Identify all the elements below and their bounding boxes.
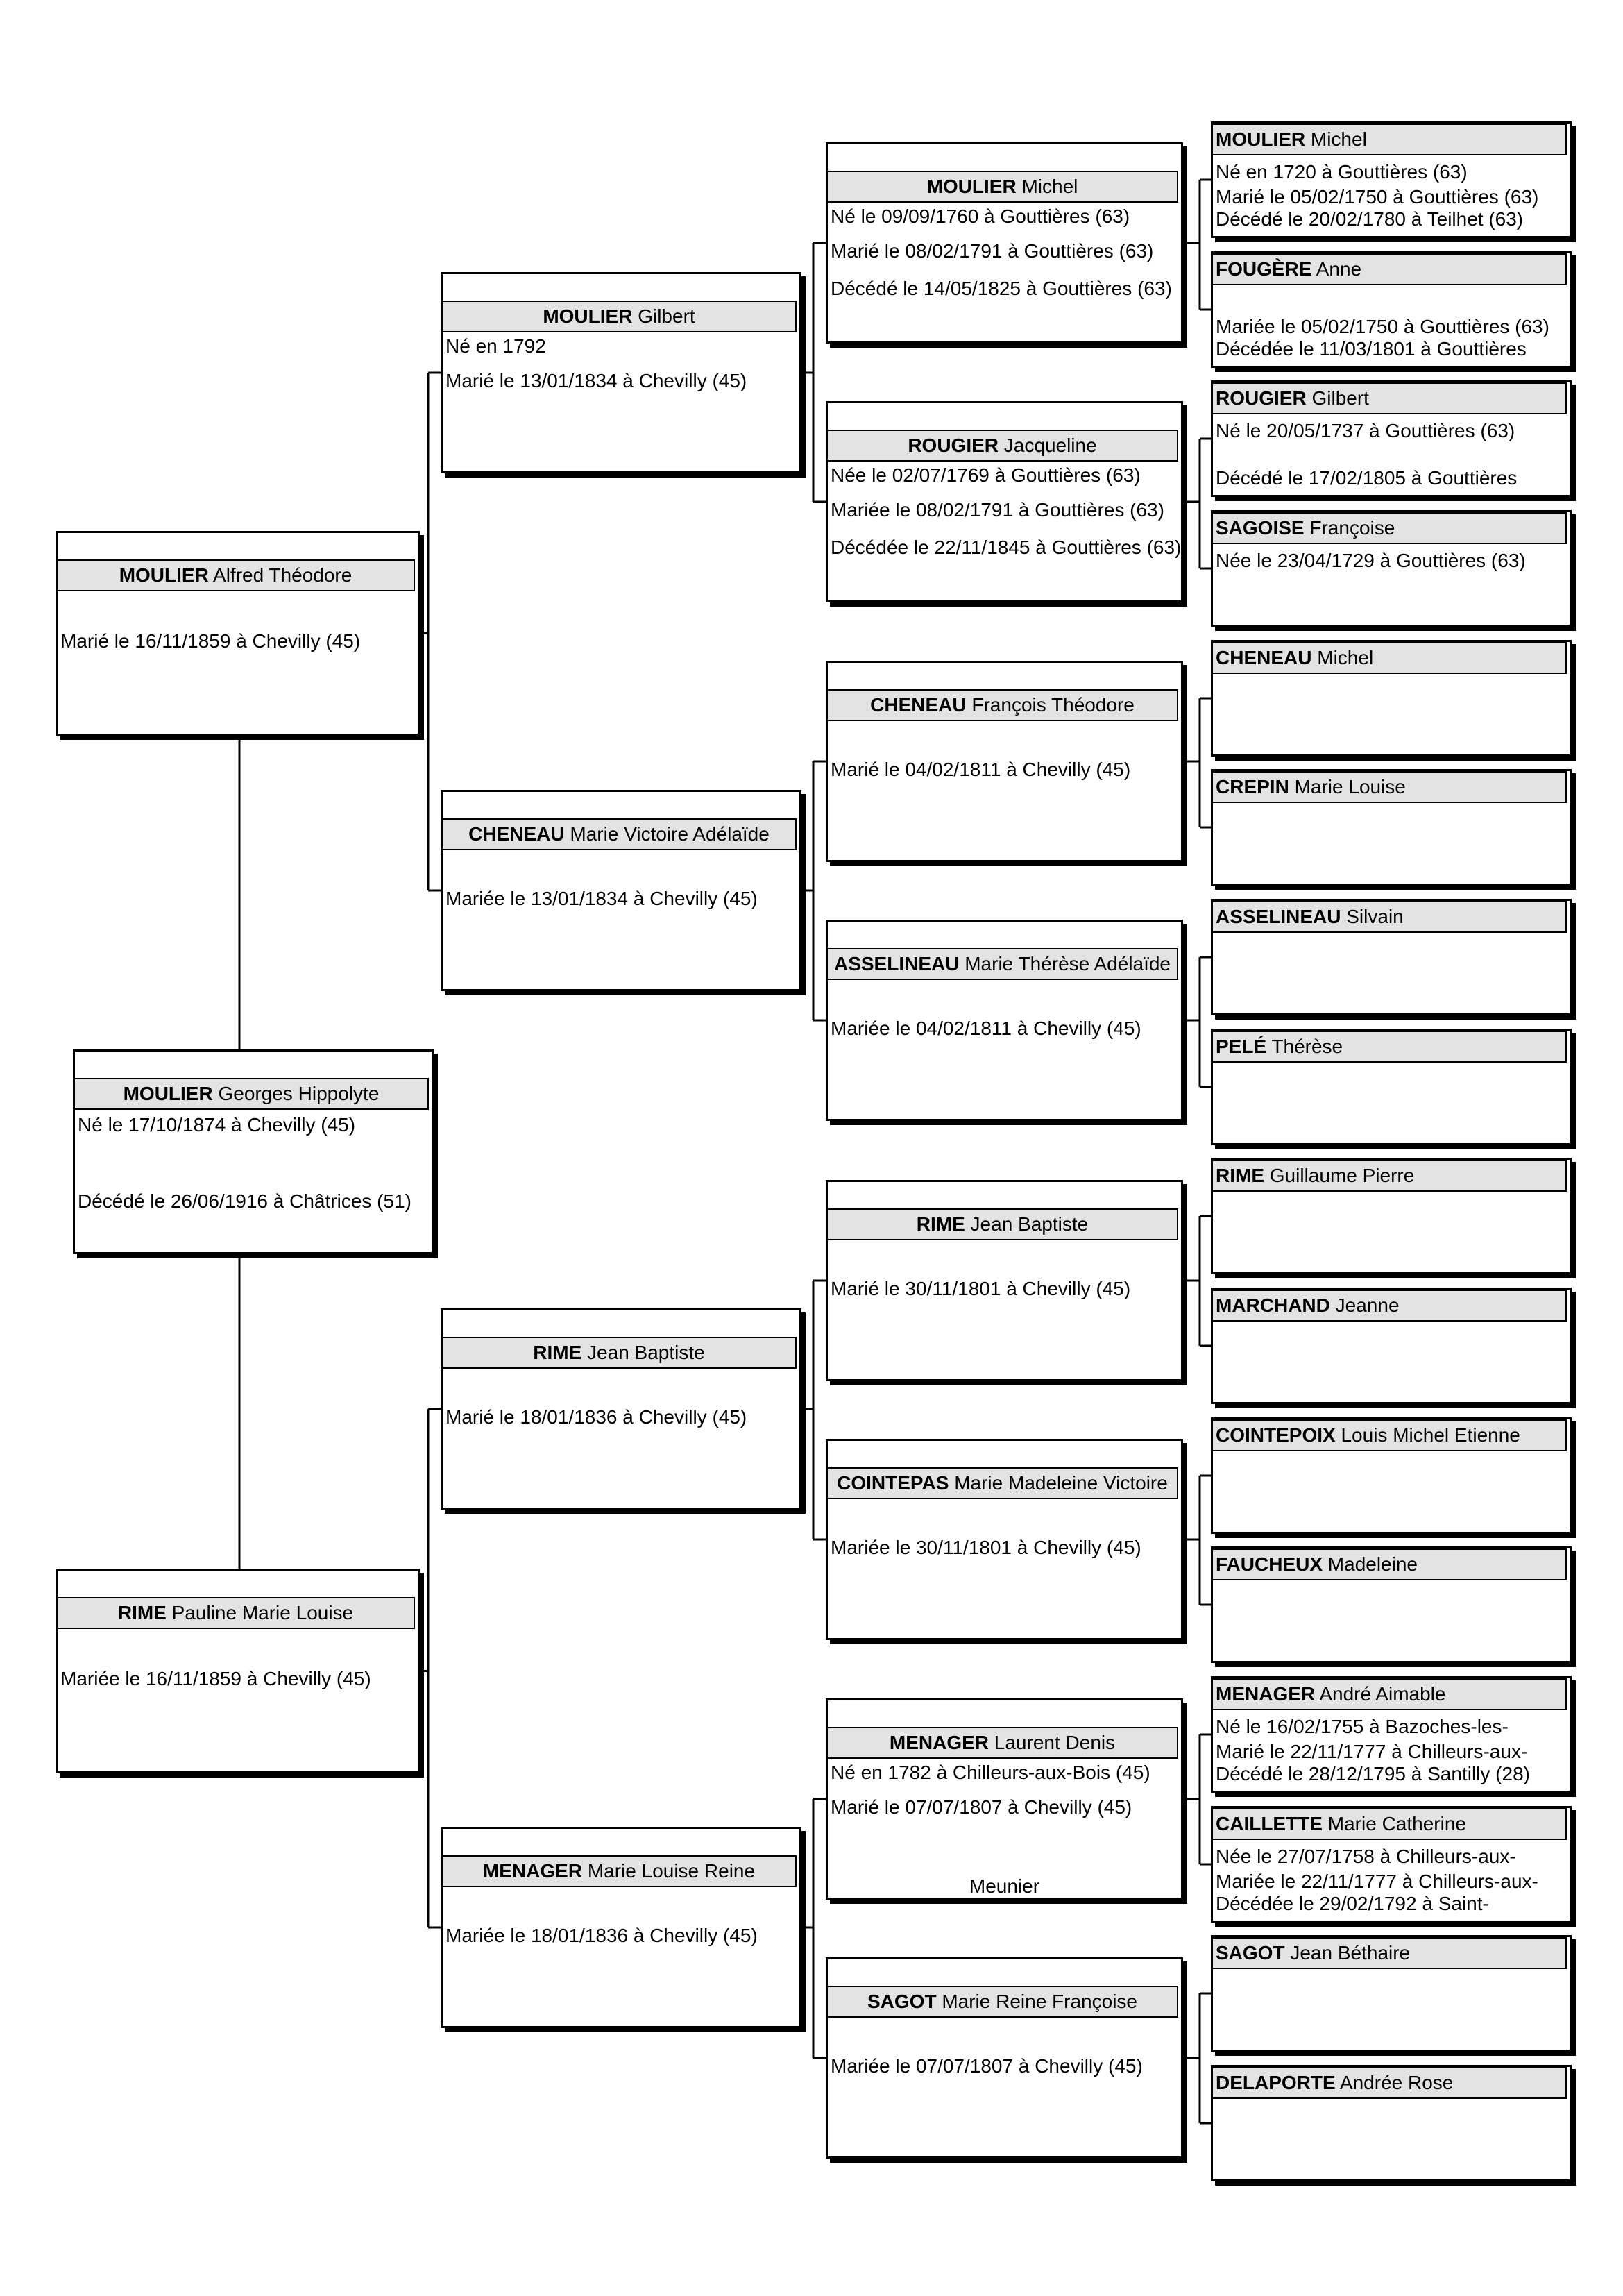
given-names: Marie Catherine xyxy=(1323,1813,1466,1834)
life-event-line: Marié le 08/02/1791 à Gouttières (63) xyxy=(831,240,1154,262)
given-names: Georges Hippolyte xyxy=(212,1083,380,1104)
person-name xyxy=(1213,512,1567,544)
given-names: Marie Louise xyxy=(1289,776,1406,797)
life-event-line: Né en 1792 xyxy=(445,335,546,357)
given-names: Pauline Marie Louise xyxy=(166,1602,354,1623)
surname: ROUGIER xyxy=(1216,387,1307,409)
given-names: André Aimable xyxy=(1315,1683,1446,1705)
person-box-moulier-georges-hippolyte xyxy=(73,1049,434,1254)
surname: CHENEAU xyxy=(870,694,967,716)
occupation-note: Meunier xyxy=(969,1875,1040,1897)
given-names: Andrée Rose xyxy=(1335,2072,1454,2093)
person-box-sagoise-francoise xyxy=(1211,510,1572,627)
person-box-rime-jean-baptiste xyxy=(826,1180,1183,1381)
life-event-line: Né le 16/02/1755 à Bazoches-les- xyxy=(1216,1716,1509,1737)
life-event-line: Née le 02/07/1769 à Gouttières (63) xyxy=(831,464,1141,486)
given-names: Jean Baptiste xyxy=(581,1342,705,1363)
person-name xyxy=(828,1986,1178,2018)
surname: MENAGER xyxy=(889,1732,989,1753)
life-event-line: Marié le 30/11/1801 à Chevilly (45) xyxy=(831,1278,1131,1299)
surname: MENAGER xyxy=(482,1860,583,1882)
person-box-fougere-anne xyxy=(1211,251,1572,368)
surname: CAILLETTE xyxy=(1216,1813,1323,1834)
surname: RIME xyxy=(1216,1165,1264,1186)
surname: COINTEPAS xyxy=(837,1472,949,1494)
person-box-sagot-marie-reine-francoise xyxy=(826,1957,1183,2159)
person-box-cointepas-marie-madeleine-victoire xyxy=(826,1439,1183,1640)
life-event-line: Marié le 13/01/1834 à Chevilly (45) xyxy=(445,370,747,391)
person-name xyxy=(1213,1031,1567,1063)
given-names: Marie Victoire Adélaïde xyxy=(564,823,770,845)
surname: RIME xyxy=(533,1342,582,1363)
surname: SAGOISE xyxy=(1216,517,1305,539)
person-box-marchand-jeanne xyxy=(1211,1288,1572,1404)
surname: MOULIER xyxy=(119,564,209,586)
surname: MENAGER xyxy=(1216,1683,1316,1705)
person-box-moulier-michel xyxy=(826,142,1183,344)
surname: SAGOT xyxy=(867,1991,937,2012)
life-event-line: Marié le 18/01/1836 à Chevilly (45) xyxy=(445,1406,747,1428)
person-box-rougier-gilbert xyxy=(1211,380,1572,497)
person-box-menager-laurent-denis xyxy=(826,1698,1183,1900)
surname: RIME xyxy=(117,1602,167,1623)
person-box-moulier-michel xyxy=(1211,121,1572,238)
life-event-line: Décédée le 11/03/1801 à Gouttières xyxy=(1216,338,1527,360)
person-name xyxy=(1213,1937,1567,1969)
given-names: Marie Madeleine Victoire xyxy=(949,1472,1168,1494)
given-names: François Théodore xyxy=(966,694,1135,716)
surname: ASSELINEAU xyxy=(833,953,960,974)
surname: PELÉ xyxy=(1216,1036,1267,1057)
life-event-line: Mariée le 05/02/1750 à Gouttières (63) xyxy=(1216,316,1549,337)
given-names: Michel xyxy=(1305,128,1367,150)
surname: ASSELINEAU xyxy=(1216,906,1341,927)
person-name xyxy=(443,1337,797,1369)
surname: CHENEAU xyxy=(1216,647,1312,668)
surname: DELAPORTE xyxy=(1216,2072,1336,2093)
life-event-line: Marié le 07/07/1807 à Chevilly (45) xyxy=(831,1796,1132,1818)
given-names: Thérèse xyxy=(1266,1036,1343,1057)
person-name xyxy=(1213,124,1567,155)
person-box-faucheux-madeleine xyxy=(1211,1546,1572,1663)
person-name xyxy=(1213,1678,1567,1710)
life-event-line: Mariée le 13/01/1834 à Chevilly (45) xyxy=(445,888,758,909)
life-event-line: Décédé le 20/02/1780 à Teilhet (63) xyxy=(1216,208,1524,230)
given-names: Marie Thérèse Adélaïde xyxy=(959,953,1171,974)
surname: RIME xyxy=(916,1213,965,1235)
given-names: Françoise xyxy=(1304,517,1395,539)
person-name xyxy=(443,1855,797,1887)
person-name xyxy=(828,948,1178,980)
life-event-line: Décédé le 28/12/1795 à Santilly (28) xyxy=(1216,1763,1530,1784)
given-names: Madeleine xyxy=(1323,1553,1418,1575)
person-name xyxy=(1213,253,1567,285)
person-box-caillette-marie-catherine xyxy=(1211,1806,1572,1923)
person-name xyxy=(443,301,797,332)
person-name xyxy=(1213,642,1567,674)
life-event-line: Mariée le 22/11/1777 à Chilleurs-aux- xyxy=(1216,1871,1538,1892)
person-box-cheneau-francois-theodore xyxy=(826,661,1183,862)
given-names: Jean Baptiste xyxy=(965,1213,1089,1235)
person-name xyxy=(75,1078,429,1110)
given-names: Louis Michel Etienne xyxy=(1335,1424,1520,1446)
person-box-delaporte-andree-rose xyxy=(1211,2065,1572,2181)
surname: CHENEAU xyxy=(468,823,565,845)
surname: ROUGIER xyxy=(908,434,999,456)
life-event-line: Née le 27/07/1758 à Chilleurs-aux- xyxy=(1216,1846,1516,1867)
life-event-line: Décédé le 14/05/1825 à Gouttières (63) xyxy=(831,278,1172,299)
life-event-line: Marié le 05/02/1750 à Gouttières (63) xyxy=(1216,186,1539,208)
given-names: Anne xyxy=(1311,258,1362,280)
life-event-line: Mariée le 07/07/1807 à Chevilly (45) xyxy=(831,2055,1143,2077)
person-name xyxy=(1213,901,1567,933)
person-name xyxy=(1213,1808,1567,1840)
person-name xyxy=(1213,1548,1567,1580)
surname: MARCHAND xyxy=(1216,1294,1330,1316)
person-name xyxy=(1213,382,1567,414)
person-box-moulier-gilbert xyxy=(441,272,801,473)
person-name xyxy=(1213,1160,1567,1192)
given-names: Silvain xyxy=(1341,906,1404,927)
surname: COINTEPOIX xyxy=(1216,1424,1336,1446)
surname: CREPIN xyxy=(1216,776,1289,797)
person-box-rime-guillaume-pierre xyxy=(1211,1158,1572,1274)
life-event-line: Mariée le 16/11/1859 à Chevilly (45) xyxy=(60,1668,371,1689)
person-name xyxy=(58,559,415,591)
person-name xyxy=(828,430,1178,462)
person-box-asselineau-silvain xyxy=(1211,899,1572,1015)
person-name xyxy=(1213,1290,1567,1322)
person-name xyxy=(58,1597,415,1629)
person-box-asselineau-marie-therese-adelaide xyxy=(826,920,1183,1121)
given-names: Jacqueline xyxy=(999,434,1097,456)
person-box-rime-pauline-marie-louise xyxy=(56,1569,420,1773)
person-name xyxy=(828,1208,1178,1240)
person-box-cointepoix-louis-michel-etienne xyxy=(1211,1417,1572,1534)
life-event-line: Né le 20/05/1737 à Gouttières (63) xyxy=(1216,420,1515,441)
life-event-line: Décédé le 17/02/1805 à Gouttières xyxy=(1216,467,1518,489)
given-names: Guillaume Pierre xyxy=(1264,1165,1415,1186)
person-name xyxy=(1213,2067,1567,2099)
life-event-line: Marié le 04/02/1811 à Chevilly (45) xyxy=(831,759,1131,780)
person-name xyxy=(828,1467,1178,1499)
surname: MOULIER xyxy=(1216,128,1306,150)
person-name xyxy=(1213,1419,1567,1451)
given-names: Jeanne xyxy=(1329,1294,1400,1316)
surname: FAUCHEUX xyxy=(1216,1553,1323,1575)
person-box-crepin-marie-louise xyxy=(1211,769,1572,886)
surname: MOULIER xyxy=(926,176,1017,197)
life-event-line: Mariée le 04/02/1811 à Chevilly (45) xyxy=(831,1018,1141,1039)
life-event-line: Né en 1782 à Chilleurs-aux-Bois (45) xyxy=(831,1762,1150,1783)
person-name xyxy=(828,689,1178,721)
given-names: Gilbert xyxy=(632,305,695,327)
life-event-line: Mariée le 18/01/1836 à Chevilly (45) xyxy=(445,1925,758,1946)
life-event-line: Marié le 16/11/1859 à Chevilly (45) xyxy=(60,630,361,652)
person-name xyxy=(1213,771,1567,803)
given-names: Jean Béthaire xyxy=(1284,1942,1411,1964)
given-names: Michel xyxy=(1311,647,1374,668)
person-box-menager-andre-aimable xyxy=(1211,1676,1572,1793)
surname: FOUGÈRE xyxy=(1216,258,1312,280)
given-names: Michel xyxy=(1016,176,1078,197)
given-names: Alfred Théodore xyxy=(208,564,352,586)
person-name xyxy=(443,818,797,850)
person-name xyxy=(828,1727,1178,1759)
life-event-line: Née le 23/04/1729 à Gouttières (63) xyxy=(1216,550,1526,571)
given-names: Laurent Denis xyxy=(989,1732,1116,1753)
person-box-cheneau-marie-victoire-adelaide xyxy=(441,790,801,991)
life-event-line: Décédée le 22/11/1845 à Gouttières (63) xyxy=(831,537,1182,558)
person-box-cheneau-michel xyxy=(1211,640,1572,757)
person-name xyxy=(828,171,1178,203)
given-names: Marie Louise Reine xyxy=(582,1860,756,1882)
surname: SAGOT xyxy=(1216,1942,1285,1964)
given-names: Marie Reine Françoise xyxy=(936,1991,1137,2012)
person-box-menager-marie-louise-reine xyxy=(441,1827,801,2028)
surname: MOULIER xyxy=(123,1083,213,1104)
life-event-line: Mariée le 30/11/1801 à Chevilly (45) xyxy=(831,1537,1141,1558)
life-event-line: Né le 17/10/1874 à Chevilly (45) xyxy=(78,1114,356,1136)
person-box-pele-therese xyxy=(1211,1029,1572,1145)
surname: MOULIER xyxy=(543,305,633,327)
person-box-rougier-jacqueline xyxy=(826,401,1183,602)
life-event-line: Mariée le 08/02/1791 à Gouttières (63) xyxy=(831,499,1164,521)
given-names: Gilbert xyxy=(1306,387,1369,409)
life-event-line: Marié le 22/11/1777 à Chilleurs-aux- xyxy=(1216,1741,1528,1762)
life-event-line: Né le 09/09/1760 à Gouttières (63) xyxy=(831,205,1130,227)
life-event-line: Décédée le 29/02/1792 à Saint- xyxy=(1216,1893,1489,1914)
person-box-rime-jean-baptiste xyxy=(441,1308,801,1510)
person-box-moulier-alfred-theodore xyxy=(56,531,420,736)
life-event-line: Né en 1720 à Gouttières (63) xyxy=(1216,161,1468,183)
person-box-sagot-jean-bethaire xyxy=(1211,1935,1572,2052)
life-event-line: Décédé le 26/06/1916 à Châtrices (51) xyxy=(78,1190,411,1212)
